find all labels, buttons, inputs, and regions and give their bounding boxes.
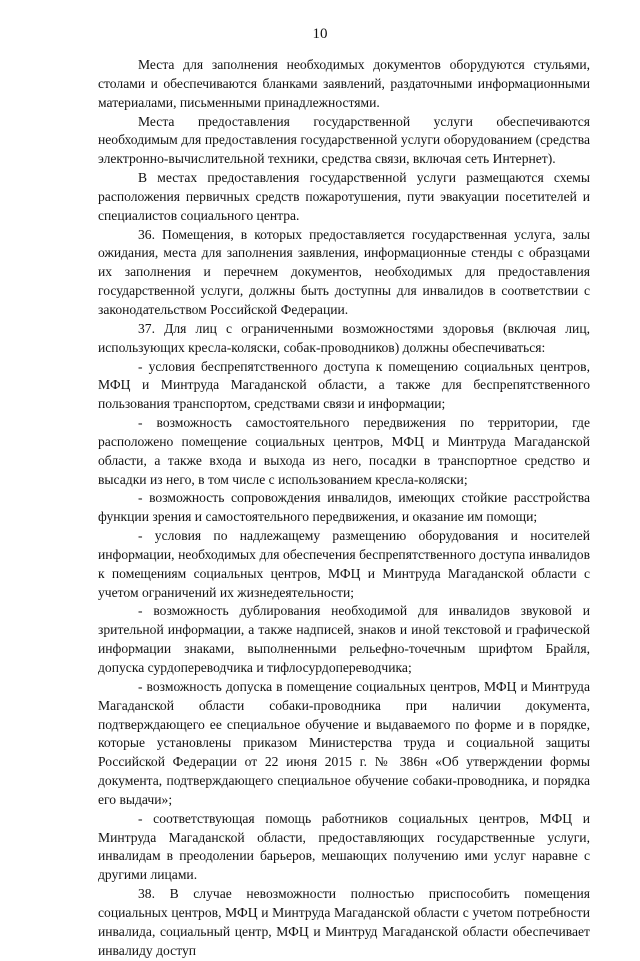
paragraph-38: 38. В случае невозможности полностью приспособить помещения социальных центров, МФЦ и Минтруда Магаданской области с учетом потребности инвалида, социальный центр, МФЦ и Минтруд Магаданской области обеспечивает инвалиду доступ [98,886,590,958]
list-item-guide-dog: - возможность допуска в помещение социальных центров, МФЦ и Минтруда Магаданской области собаки-проводника при наличии документа, подтверждающего ее специальное обучение и выдаваемого по форме и в порядке, которые установлены приказом Министерства труда и социальной защиты Российской Федерации от 22 июня 2015 г. № 386н «Об утверждении формы документа, подтверждающего специальное обучение собаки-проводника, и порядка его выдачи»; [98,678,590,807]
paragraph-evacuation-schemes: В местах предоставления государственной услуги размещаются схемы расположения первичных средств пожаротушения, пути эвакуации посетителей и специалистов социального центра. [98,170,590,223]
list-item-staff-assistance: - соответствующая помощь работников социальных центров, МФЦ и Минтруда Магаданской области, предоставляющих государственные услуги, инвалидам в преодолении барьеров, мешающих получению ими услуг наравне с другими лицами. [98,810,590,883]
list-item-duplication: - возможность дублирования необходимой для инвалидов звуковой и зрительной информации, а также надписей, знаков и иной текстовой и графической информации знаками, выполненными рельефно-точечным шрифтом Брайля, допуска сурдопереводчика и тифлосурдопереводчика; [98,603,590,675]
document-body [98,56,590,961]
list-item-movement: - возможность самостоятельного передвижения по территории, где расположено помещение социальных центров, МФЦ и Минтруда Магаданской области, а также входа и выхода из него, посадки в транспортное средство и высадки из него, в том числе с использованием кресла-коляски; [98,415,590,487]
paragraph-36: 36. Помещения, в которых предоставляется государственная услуга, залы ожидания, места для заполнения заявления, информационные стенды с образцами их заполнения и перечнем документов, необходимых для предоставления государственной услуги, должны быть доступны для инвалидов в соответствии с законодательством Российской Федерации. [98,226,590,317]
list-item-escort: - возможность сопровождения инвалидов, имеющих стойкие расстройства функции зрения и самостоятельного передвижения, и оказание им помощи; [98,490,590,525]
list-item-free-access: - условия беспрепятственного доступа к помещению социальных центров, МФЦ и Минтруда Магаданской области, а также для беспрепятственного пользования транспортом, средствами связи и информации; [98,358,590,412]
paragraph-37: 37. Для лиц с ограниченными возможностями здоровья (включая лиц, использующих кресла-коляски, собак-проводников) должны обеспечиваться: [98,320,590,355]
page-number: 10 [312,26,328,42]
paragraph-seating: Места для заполнения необходимых документов оборудуются стульями, столами и обеспечиваются бланками заявлений, раздаточными информационными материалами, письменными принадлежностями. [98,57,590,110]
paragraph-equipment: Места предоставления государственной услуги обеспечиваются необходимым для предоставления государственной услуги оборудованием (средства электронно-вычислительной техники, средства связи, включая сеть Интернет). [98,113,590,167]
list-item-equipment-placement: - условия по надлежащему размещению оборудования и носителей информации, необходимых для обеспечения беспрепятственного доступа инвалидов к помещениям социальных центров, МФЦ и Минтруда Магаданской области с учетом ограничений их жизнедеятельности; [98,528,590,600]
